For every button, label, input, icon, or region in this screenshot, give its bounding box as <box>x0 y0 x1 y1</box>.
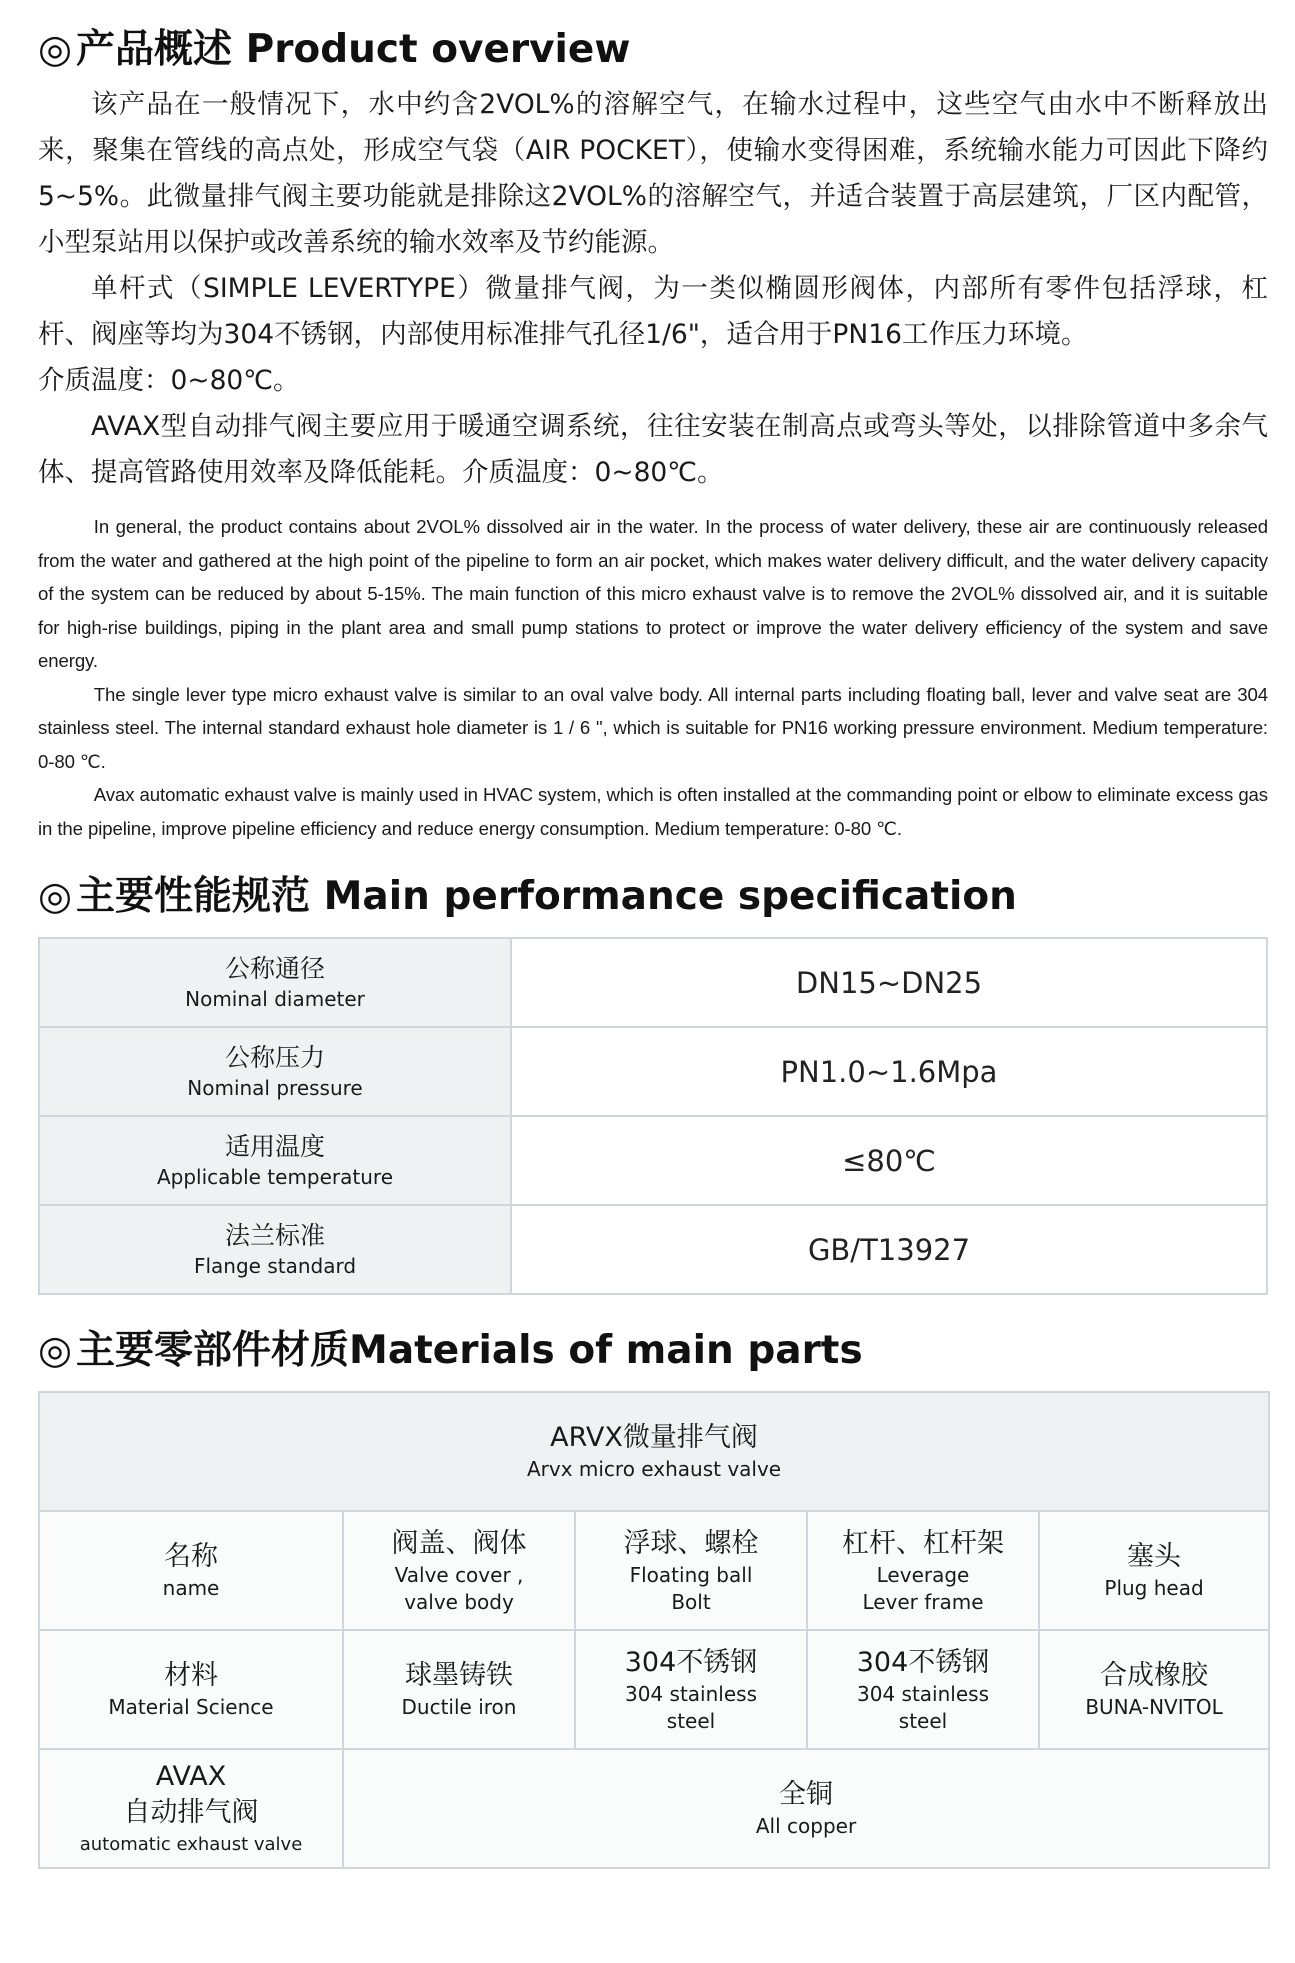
spec-value: ≤80℃ <box>511 1116 1267 1205</box>
cn-paragraph: 介质温度：0~80℃。 <box>38 365 300 396</box>
en-paragraph: Avax automatic exhaust valve is mainly used in HVAC system, which is often installed at the commanding point or elbow to eliminate excess gas in the pipeline, improve pipeline efficiency and reduce energy consumption. Medium temperature: 0-80 ℃. <box>38 784 1268 839</box>
cn-paragraph: 该产品在一般情况下，水中约含2VOL%的溶解空气，在输水过程中，这些空气由水中不断释放出来，聚集在管线的高点处，形成空气袋（AIR POCKET），使输水变得困难，系统输水能力可因此下降约5~5%。此微量排气阀主要功能就是排除这2VOL%的溶解空气，并适合装置于高层建筑，厂区内配管，小型泵站用以保护或改善系统的输水效率及节约能源。 <box>38 89 1268 258</box>
materials-table <box>38 1391 1270 1869</box>
section-mark-icon: ◎ <box>38 1328 73 1373</box>
en-paragraph: In general, the product contains about 2VOL% dissolved air in the water. In the process of water delivery, these air are continuously released from the water and gathered at the high point of the pipeline to form an air pocket, which makes water delivery difficult, and the water delivery capacity of the system can be reduced by about 5-15%. The main function of this micro exhaust valve is to remove the 2VOL% dissolved air, and it is suitable for high-rise buildings, piping in the plant area and small pump stations to protect or improve the water delivery efficiency of the system and save energy. <box>38 516 1268 671</box>
table-cell: 合成橡胶 BUNA-NVITOL <box>1039 1630 1269 1749</box>
cn-paragraph: AVAX型自动排气阀主要应用于暖通空调系统，往往安装在制高点或弯头等处，以排除管道中多余气体、提高管路使用效率及降低能耗。介质温度：0~80℃。 <box>38 411 1268 488</box>
table-cell: 球墨铸铁 Ductile iron <box>343 1630 575 1749</box>
spec-table <box>38 937 1268 1295</box>
row-label-name: 名称 name <box>39 1511 343 1630</box>
row-label-avax: AVAX 自动排气阀 automatic exhaust valve <box>39 1749 343 1868</box>
table-cell: 全铜 All copper <box>343 1749 1269 1868</box>
overview-english-text <box>38 510 1268 845</box>
cn-paragraph: 单杆式（SIMPLE LEVERTYPE）微量排气阀，为一类似椭圆形阀体，内部所有零件包括浮球，杠杆、阀座等均为304不锈钢，内部使用标准排气孔径1/6"，适合用于PN16工作压力环境。 <box>38 273 1268 350</box>
table-cell: 浮球、螺栓 Floating ball Bolt <box>575 1511 807 1630</box>
spec-title: ◎ 主要性能规范 Main performance specification <box>38 874 1017 919</box>
table-row <box>39 938 1267 1027</box>
table-cell: 杠杆、杠杆架 Leverage Lever frame <box>807 1511 1039 1630</box>
table-header-row <box>39 1392 1269 1511</box>
section-mark-icon: ◎ <box>38 27 73 72</box>
page <box>38 20 1268 1869</box>
table-row <box>39 1630 1269 1749</box>
spec-label: 公称通径 Nominal diameter <box>39 938 511 1027</box>
materials-header: ARVX微量排气阀 Arvx micro exhaust valve <box>39 1392 1269 1511</box>
spec-label: 适用温度 Applicable temperature <box>39 1116 511 1205</box>
table-row <box>39 1205 1267 1294</box>
table-cell: 304不锈钢 304 stainless steel <box>575 1630 807 1749</box>
spec-value: PN1.0~1.6Mpa <box>511 1027 1267 1116</box>
table-cell: 塞头 Plug head <box>1039 1511 1269 1630</box>
table-cell: 阀盖、阀体 Valve cover , valve body <box>343 1511 575 1630</box>
materials-title: ◎ 主要零部件材质Materials of main parts <box>38 1328 863 1373</box>
table-row <box>39 1116 1267 1205</box>
table-cell: 304不锈钢 304 stainless steel <box>807 1630 1039 1749</box>
overview-chinese-text <box>38 82 1268 496</box>
spec-value: GB/T13927 <box>511 1205 1267 1294</box>
table-row <box>39 1027 1267 1116</box>
spec-label: 法兰标准 Flange standard <box>39 1205 511 1294</box>
row-label-material: 材料 Material Science <box>39 1630 343 1749</box>
table-row <box>39 1511 1269 1630</box>
table-row <box>39 1749 1269 1868</box>
section-mark-icon: ◎ <box>38 874 73 919</box>
en-paragraph: The single lever type micro exhaust valve is similar to an oval valve body. All internal parts including floating ball, lever and valve seat are 304 stainless steel. The internal standard exhaust hole diameter is 1 / 6 ", which is suitable for PN16 working pressure environment. Medium temperature: 0-80 ℃. <box>38 683 1268 772</box>
overview-title: ◎ 产品概述 Product overview <box>38 27 631 72</box>
spec-value: DN15~DN25 <box>511 938 1267 1027</box>
spec-label: 公称压力 Nominal pressure <box>39 1027 511 1116</box>
